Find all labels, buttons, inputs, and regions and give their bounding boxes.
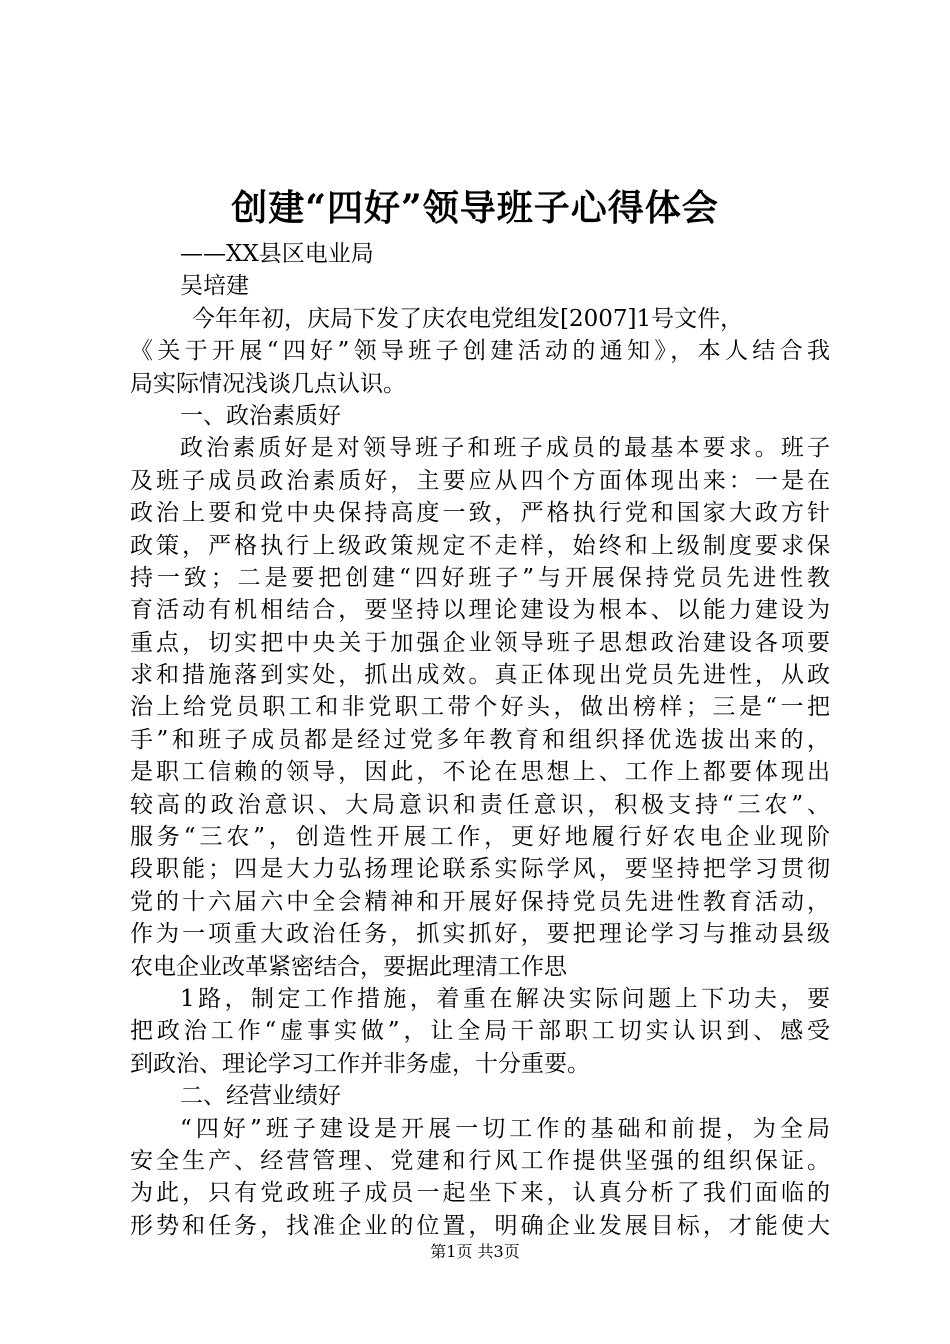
text-line: 服务“三农”，创造性开展工作，更好地履行好农电企业现阶	[130, 824, 830, 851]
text-line: 政治上要和党中央保持高度一致，严格执行党和国家大政方针	[130, 500, 830, 527]
body-text	[130, 303, 830, 1242]
text-line: 手”和班子成员都是经过党多年教育和组织择优选拔出来的，	[130, 726, 830, 753]
text-line: 今年年初，庆局下发了庆农电党组发[2007]1号文件，	[192, 305, 744, 332]
text-line: 到政治、理论学习工作并非务虚，十分重要。	[130, 1050, 590, 1077]
text-line: 重点，切实把中央关于加强企业领导班子思想政治建设各项要	[130, 629, 830, 656]
text-line: 农电企业改革紧密结合，要据此理清工作思	[130, 953, 567, 980]
text-line: 及班子成员政治素质好，主要应从四个方面体现出来：一是在	[130, 467, 830, 494]
text-line: 治上给党员职工和非党职工带个好头，做出榜样；三是“一把	[130, 694, 830, 721]
document-subtitle: ——XX县区电业局	[180, 241, 374, 267]
text-line: 党的十六届六中全会精神和开展好保持党员先进性教育活动，	[130, 888, 830, 915]
text-line: 政治素质好是对领导班子和班子成员的最基本要求。班子	[180, 435, 830, 462]
text-line: 求和措施落到实处，抓出成效。真正体现出党员先进性，从政	[130, 662, 830, 689]
document-author: 吴培建	[180, 273, 249, 300]
document-title: 创建“四好”领导班子心得体会	[231, 187, 719, 229]
text-line: 较高的政治意识、大局意识和责任意识，积极支持“三农”、	[130, 791, 830, 818]
text-line: 《关于开展“四好”领导班子创建活动的通知》，本人结合我	[130, 338, 830, 365]
text-line: 1路，制定工作措施，着重在解决实际问题上下功夫，要	[180, 985, 830, 1012]
text-line: 段职能；四是大力弘扬理论联系实际学风，要坚持把学习贯彻	[130, 856, 830, 883]
text-line: 局实际情况浅谈几点认识。	[130, 370, 406, 397]
text-line: 安全生产、经营管理、党建和行风工作提供坚强的组织保证。	[130, 1147, 830, 1174]
text-line: 政策，严格执行上级政策规定不走样，始终和上级制度要求保	[130, 532, 830, 559]
text-line: “四好”班子建设是开展一切工作的基础和前提，为全局	[180, 1115, 830, 1142]
text-line: 持一致；二是要把创建“四好班子”与开展保持党员先进性教	[130, 564, 830, 591]
document-body	[130, 238, 830, 1242]
text-line: 育活动有机相结合，要坚持以理论建设为根本、以能力建设为	[130, 597, 830, 624]
text-line: 为此，只有党政班子成员一起坐下来，认真分析了我们面临的	[130, 1180, 830, 1207]
text-line: 形势和任务，找准企业的位置，明确企业发展目标，才能使大	[130, 1212, 830, 1239]
text-line: 是职工信赖的领导，因此，不论在思想上、工作上都要体现出	[130, 759, 830, 786]
page-number: 第1页 共3页	[430, 1242, 520, 1261]
text-line: 二、经营业绩好	[180, 1083, 341, 1110]
text-line: 一、政治素质好	[180, 402, 341, 429]
text-line: 把政治工作“虚事实做”，让全局干部职工切实认识到、感受	[130, 1018, 830, 1045]
text-line: 作为一项重大政治任务，抓实抓好，要把理论学习与推动县级	[130, 921, 830, 948]
